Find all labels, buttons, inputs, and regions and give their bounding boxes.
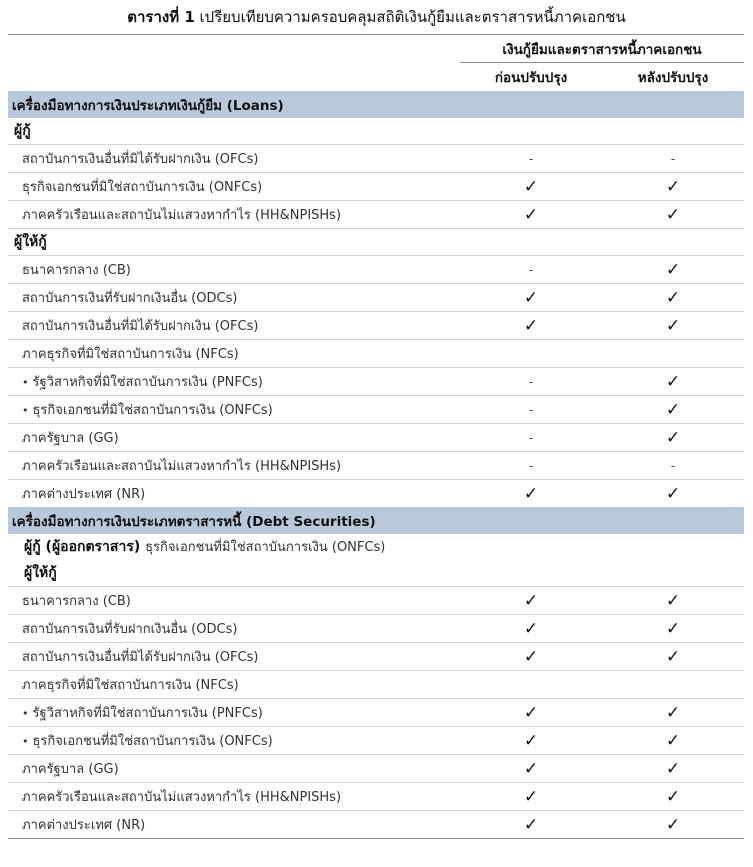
row-label-cell xyxy=(8,643,460,671)
group-debt-issuer xyxy=(8,534,744,560)
row-label: สถาบันการเงินที่รับฝากเงินอื่น (ODCs) xyxy=(22,291,238,306)
table-row xyxy=(8,643,744,671)
check-icon: ✓ xyxy=(460,173,602,201)
row-label-cell xyxy=(8,312,460,340)
check-icon: ✓ xyxy=(602,201,744,229)
check-icon: ✓ xyxy=(460,312,602,340)
table-row xyxy=(8,783,744,811)
check-icon: ✓ xyxy=(602,783,744,811)
row-label: สถาบันการเงินอื่นที่มิได้รับฝากเงิน (OFCs) xyxy=(22,319,259,334)
debt-issuer-value: ธุรกิจเอกชนที่มิใช่สถาบันการเงิน (ONFCs) xyxy=(145,540,386,555)
dash-mark: - xyxy=(602,452,744,480)
row-label-cell xyxy=(8,201,460,229)
table-row xyxy=(8,727,744,755)
dash-mark: - xyxy=(460,424,602,452)
check-icon: ✓ xyxy=(460,783,602,811)
check-icon: ✓ xyxy=(602,480,744,508)
dash-mark: - xyxy=(460,145,602,173)
check-icon: ✓ xyxy=(602,643,744,671)
section-loans xyxy=(8,91,744,118)
row-label: ภาคครัวเรือนและสถาบันไม่แสวงหากำไร (HH&NPISHs) xyxy=(22,208,342,223)
check-icon: ✓ xyxy=(602,368,744,396)
check-icon: ✓ xyxy=(602,727,744,755)
check-icon: ✓ xyxy=(602,424,744,452)
check-icon: ✓ xyxy=(602,755,744,783)
header-after-label: หลังปรับปรุง xyxy=(637,70,709,86)
section-debt xyxy=(8,507,744,534)
table-row xyxy=(8,811,744,839)
header-blank-cell xyxy=(8,63,460,92)
row-label-cell xyxy=(8,396,460,424)
row-label-cell xyxy=(8,615,460,643)
header-row-columns xyxy=(8,63,744,92)
row-label-cell xyxy=(8,173,460,201)
table-row xyxy=(8,452,744,480)
table-row xyxy=(8,368,744,396)
empty-cell xyxy=(602,671,744,699)
table-row xyxy=(8,284,744,312)
row-label: ธนาคารกลาง (CB) xyxy=(22,594,131,609)
dash-mark: - xyxy=(460,396,602,424)
row-label-cell xyxy=(8,452,460,480)
table-row xyxy=(8,424,744,452)
row-label: สถาบันการเงินอื่นที่มิได้รับฝากเงิน (OFCs) xyxy=(22,152,259,167)
row-label-cell xyxy=(8,424,460,452)
dash-mark: - xyxy=(460,256,602,284)
check-icon: ✓ xyxy=(602,256,744,284)
header-row-group xyxy=(8,35,744,63)
row-label: ภาครัฐบาล (GG) xyxy=(22,431,119,446)
check-icon: ✓ xyxy=(602,284,744,312)
row-label-cell xyxy=(8,340,460,368)
row-label: ธุรกิจเอกชนที่มิใช่สถาบันการเงิน (ONFCs) xyxy=(22,180,263,195)
row-label: ภาครัฐบาล (GG) xyxy=(22,762,119,777)
row-label-cell xyxy=(8,256,460,284)
check-icon: ✓ xyxy=(602,699,744,727)
table-row xyxy=(8,615,744,643)
row-label: รัฐวิสาหกิจที่มิใช่สถาบันการเงิน (PNFCs) xyxy=(32,375,263,390)
check-icon: ✓ xyxy=(460,201,602,229)
row-label: รัฐวิสาหกิจที่มิใช่สถาบันการเงิน (PNFCs) xyxy=(32,706,263,721)
row-label: ภาคต่างประเทศ (NR) xyxy=(22,818,146,833)
check-icon: ✓ xyxy=(602,312,744,340)
check-icon: ✓ xyxy=(460,727,602,755)
row-label-cell xyxy=(8,145,460,173)
row-label: ภาคต่างประเทศ (NR) xyxy=(22,487,146,502)
check-icon: ✓ xyxy=(460,480,602,508)
row-label-cell xyxy=(8,755,460,783)
group-loans-borrowers-label: ผู้กู้ xyxy=(14,123,31,139)
table-title-text: เปรียบเทียบความครอบคลุมสถิติเงินกู้ยืมและตราสารหนี้ภาคเอกชน xyxy=(199,8,626,26)
row-label-cell xyxy=(8,783,460,811)
table-title-number: ตารางที่ 1 xyxy=(127,8,195,26)
debt-issuer-label: ผู้กู้ (ผู้ออกตราสาร) xyxy=(24,539,141,555)
row-label: ภาคธุรกิจที่มิใช่สถาบันการเงิน (NFCs) xyxy=(22,678,239,693)
check-icon: ✓ xyxy=(460,811,602,839)
table-row xyxy=(8,256,744,284)
row-label-cell xyxy=(8,699,460,727)
table-title xyxy=(0,0,753,34)
dash-mark: - xyxy=(460,452,602,480)
dash-mark: - xyxy=(460,368,602,396)
row-label-cell xyxy=(8,284,460,312)
bullet-icon: • xyxy=(22,376,29,389)
row-label-cell xyxy=(8,811,460,839)
check-icon: ✓ xyxy=(460,699,602,727)
group-loans-borrowers xyxy=(8,118,744,145)
row-label-cell xyxy=(8,671,460,699)
table-row xyxy=(8,173,744,201)
check-icon: ✓ xyxy=(602,173,744,201)
header-blank-cell xyxy=(8,35,460,63)
dash-mark: - xyxy=(602,145,744,173)
row-label-cell xyxy=(8,587,460,615)
row-label-cell xyxy=(8,368,460,396)
header-group-label: เงินกู้ยืมและตราสารหนี้ภาคเอกชน xyxy=(460,35,744,63)
table-row xyxy=(8,340,744,368)
check-icon: ✓ xyxy=(602,587,744,615)
table-row xyxy=(8,480,744,508)
check-icon: ✓ xyxy=(460,615,602,643)
empty-cell xyxy=(460,340,602,368)
row-label-cell xyxy=(8,480,460,508)
group-debt-issuer-cell xyxy=(8,534,744,560)
group-loans-lenders xyxy=(8,229,744,256)
row-label: ธุรกิจเอกชนที่มิใช่สถาบันการเงิน (ONFCs) xyxy=(32,403,273,418)
table-row xyxy=(8,312,744,340)
bullet-icon: • xyxy=(22,404,29,417)
table-row xyxy=(8,201,744,229)
check-icon: ✓ xyxy=(602,615,744,643)
section-loans-title: เครื่องมือทางการเงินประเภทเงินกู้ยืม (Loans) xyxy=(8,91,744,118)
check-icon: ✓ xyxy=(460,643,602,671)
header-before-label: ก่อนปรับปรุง xyxy=(494,70,568,86)
comparison-table xyxy=(8,34,744,839)
row-label: ธุรกิจเอกชนที่มิใช่สถาบันการเงิน (ONFCs) xyxy=(32,734,273,749)
check-icon: ✓ xyxy=(460,755,602,783)
empty-cell xyxy=(602,340,744,368)
row-label: ภาคธุรกิจที่มิใช่สถาบันการเงิน (NFCs) xyxy=(22,347,239,362)
row-label: ภาคครัวเรือนและสถาบันไม่แสวงหากำไร (HH&NPISHs) xyxy=(22,459,342,474)
group-loans-lenders-label: ผู้ให้กู้ xyxy=(8,229,744,256)
empty-cell xyxy=(460,671,602,699)
check-icon: ✓ xyxy=(460,587,602,615)
row-label: สถาบันการเงินที่รับฝากเงินอื่น (ODCs) xyxy=(22,622,238,637)
table-row xyxy=(8,587,744,615)
check-icon: ✓ xyxy=(602,811,744,839)
row-label: ธนาคารกลาง (CB) xyxy=(22,263,131,278)
section-debt-title: เครื่องมือทางการเงินประเภทตราสารหนี้ (Debt Securities) xyxy=(8,507,744,534)
check-icon: ✓ xyxy=(602,396,744,424)
table-row xyxy=(8,699,744,727)
table-row xyxy=(8,396,744,424)
bullet-icon: • xyxy=(22,707,29,720)
row-label-cell xyxy=(8,727,460,755)
table-row xyxy=(8,755,744,783)
bullet-icon: • xyxy=(22,735,29,748)
group-debt-lenders-label: ผู้ให้กู้ xyxy=(24,565,57,581)
table-row xyxy=(8,145,744,173)
group-debt-lenders xyxy=(8,560,744,587)
row-label: สถาบันการเงินอื่นที่มิได้รับฝากเงิน (OFCs) xyxy=(22,650,259,665)
table-row xyxy=(8,671,744,699)
check-icon: ✓ xyxy=(460,284,602,312)
row-label: ภาคครัวเรือนและสถาบันไม่แสวงหากำไร (HH&NPISHs) xyxy=(22,790,342,805)
